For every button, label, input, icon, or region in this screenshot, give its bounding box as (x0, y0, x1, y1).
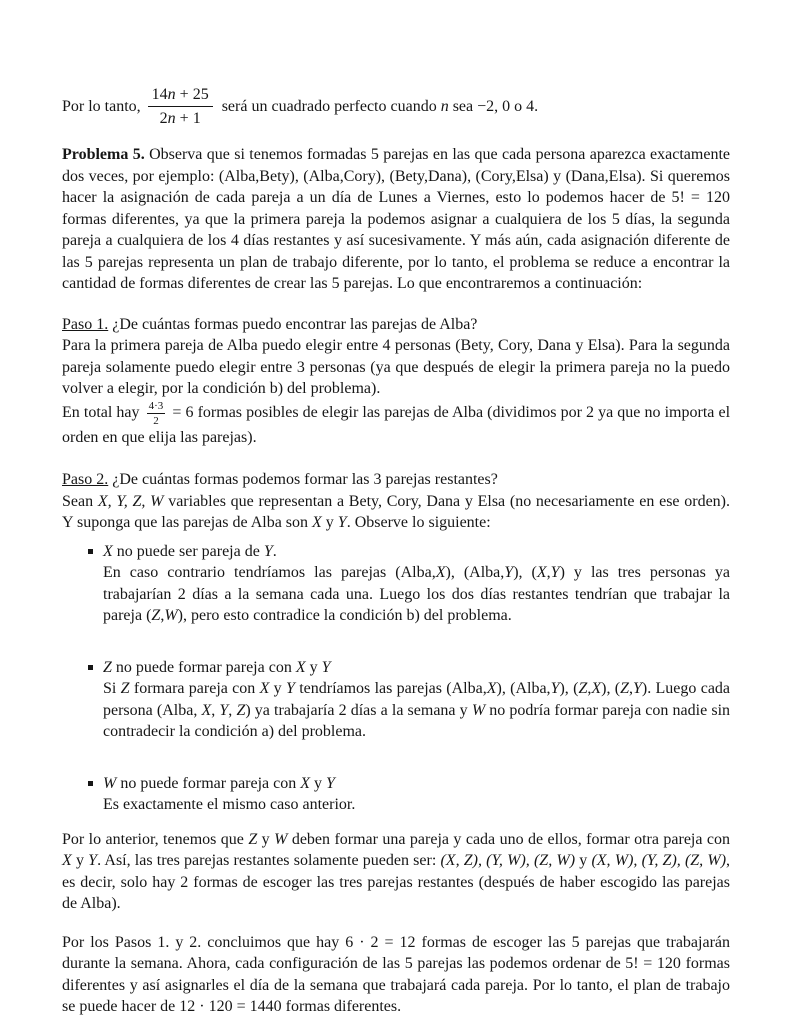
text-run: + 1 (175, 110, 201, 127)
square-bullet-icon (88, 781, 93, 786)
text-run: no puede formar pareja con (116, 774, 301, 792)
math-variable: X, Y, Z, W (97, 492, 164, 510)
text-run: . Observe lo siguiente: (346, 514, 491, 531)
underlined-label: Paso 1. (62, 315, 109, 333)
math-variable: X (435, 564, 446, 581)
fraction-denominator (148, 107, 213, 128)
text-run: ), ( (513, 564, 537, 581)
text-run: no podría formar pareja con nadie sin contradecir la condición a) del problema. (103, 701, 731, 740)
text-run: tendríamos las parejas (Alba, (294, 680, 487, 697)
square-bullet-icon (88, 665, 93, 670)
square-bullet-icon (88, 549, 93, 554)
math-variable: X (312, 514, 322, 531)
math-variable: X (486, 680, 497, 697)
text-run: variables que representan a Bety, Cory, Dana y Elsa (no necesariamente en ese orden). Y suponga que las parejas de Alba son (62, 492, 731, 531)
text-run: ). Luego cada persona (Alba, (103, 680, 731, 719)
text-run: + 25 (175, 86, 209, 103)
text-run: ) ya trabajaría 2 días a la semana y (245, 701, 472, 719)
math-variable: Y (633, 680, 642, 697)
math-variable: Z (103, 658, 112, 676)
bullet-item (103, 773, 730, 816)
bold-label: Problema 5. (62, 146, 145, 163)
text-run: y (575, 852, 592, 869)
text-run: ), ( (559, 680, 579, 697)
math-variable: Y (504, 564, 514, 581)
math-variable: X (300, 774, 311, 792)
text-run: = 6 formas posibles de elegir las parejas de Alba (dividimos por 2 ya que no importa el orden en que elija las parejas). (62, 403, 731, 446)
text-run: será un cuadrado perfecto cuando (217, 98, 441, 116)
math-variable: Z (120, 680, 130, 697)
text-run: Sean (62, 492, 98, 510)
bullet-item (103, 541, 730, 627)
math-variable: Z (248, 830, 258, 848)
text-run: sea −2, 0 o 4. (448, 98, 539, 116)
math-variable: Y (326, 774, 335, 792)
math-variable: Y (321, 658, 331, 676)
text-run: ), (Alba, (445, 564, 505, 581)
math-variable: Y (219, 701, 229, 719)
text-run: ) y las tres personas ya trabajarían 2 días a la semana cada una. Luego los dos días restantes tendrían que trabajar la pareja ( (103, 564, 730, 624)
math-variable: X (295, 658, 306, 676)
math-variable: Y (88, 852, 98, 869)
text-run: , (160, 607, 165, 624)
text-run: y (269, 680, 286, 697)
math-variable: n (167, 110, 176, 127)
paso-2-section (62, 469, 730, 534)
math-variable: (X, W), (Y, Z), (Z, W) (591, 852, 727, 869)
text-run: 14 (151, 86, 168, 103)
bullet-item (103, 657, 730, 743)
fraction-denominator (147, 414, 166, 427)
underlined-label: Paso 2. (62, 471, 109, 488)
text-run: 2 (153, 414, 159, 427)
paso-1-section (62, 314, 730, 449)
fraction-numerator (148, 85, 213, 107)
text-run: no puede ser pareja de (112, 542, 264, 560)
math-variable: W (274, 830, 288, 848)
text-run: , (629, 680, 633, 697)
text-run: , (546, 564, 551, 581)
text-run: 2 (159, 110, 168, 127)
math-variable: W (471, 701, 486, 719)
text-run: Por lo tanto, (62, 98, 145, 116)
fraction (147, 400, 166, 427)
text-run: , (211, 701, 220, 719)
text-run: , (587, 680, 592, 697)
text-run: y (305, 658, 322, 676)
math-variable: Y (337, 514, 347, 531)
text-run: ¿De cuántas formas podemos formar las 3 parejas restantes? (108, 471, 498, 488)
math-variable: Z (236, 701, 246, 719)
text-run: ), (Alba, (496, 680, 551, 697)
math-variable: Y (285, 680, 295, 697)
math-variable: X (259, 680, 270, 697)
math-variable: W (164, 607, 178, 624)
text-run: . (272, 542, 277, 560)
conclusion-paragraph (62, 932, 730, 1018)
math-variable: n (440, 98, 449, 116)
math-variable: W (103, 774, 117, 792)
text-run: . Así, las tres parejas restantes solamente pueden ser: (97, 852, 441, 869)
math-variable: Z (578, 680, 588, 697)
text-run: En caso contrario tendríamos las parejas (Alba, (103, 564, 436, 581)
text-run: y (310, 774, 327, 792)
math-variable: Y (263, 542, 273, 560)
text-run: ), pero esto contradice la condición b) del problema. (177, 607, 512, 624)
text-run: ¿De cuántas formas puedo encontrar las parejas de Alba? (108, 315, 478, 333)
math-variable: Z (151, 607, 161, 624)
problema-5-paragraph (62, 144, 730, 295)
math-variable: Y (550, 680, 560, 697)
text-run: y (321, 514, 338, 531)
text-run: Es exactamente el mismo caso anterior. (103, 796, 356, 813)
text-run: 4·3 (148, 399, 164, 412)
math-variable: Y (550, 564, 560, 581)
text-run: formara pareja con (129, 680, 260, 697)
text-run: Por lo anterior, tenemos que (62, 830, 249, 848)
math-variable: X (201, 701, 212, 719)
text-run: , es decir, solo hay 2 formas de escoger las tres parejas restantes (después de haber escogido las parejas de Alba). (62, 852, 731, 912)
por-lo-anterior-paragraph (62, 829, 730, 915)
math-variable: X (591, 680, 602, 697)
text-run: y (257, 830, 275, 848)
text-run: no puede formar pareja con (111, 658, 296, 676)
math-variable: X (103, 542, 113, 560)
text-run: Para la primera pareja de Alba puedo elegir entre 4 personas (Bety, Cory, Dana y Elsa). Para la segunda pareja solamente puedo elegir entre 3 personas (ya que después de elegir la primera pareja no la puedo volver a elegir, por la condición b) del problema). (62, 337, 730, 397)
math-variable: (X, Z), (Y, W), (Z, W) (440, 852, 576, 869)
fraction (148, 85, 213, 128)
text-run: Por los Pasos 1. y 2. concluimos que hay 6 · 2 = 12 formas de escoger las 5 parejas que trabajarán durante la semana. Ahora, cada configuración de las 5 parejas las podemos ordenar de 5! = 120 formas diferentes y así asignarles el día de la semana que trabajará cada pareja. Por lo tanto, el plan de trabajo se puede hacer de 12 · 120 = 1440 formas diferentes. (62, 933, 730, 1015)
math-variable: X (536, 564, 547, 581)
text-run: deben formar una pareja y cada uno de ellos, formar otra pareja con (287, 830, 730, 848)
math-variable: n (167, 86, 176, 103)
document-content (62, 84, 730, 1018)
observations-bullet-list (62, 541, 730, 816)
text-run: ), ( (601, 680, 621, 697)
text-run: Observa que si tenemos formadas 5 parejas en las que cada persona aparezca exactamente dos veces, por ejemplo: (Alba,Bety), (Alba,Cory), (Bety,Dana), (Cory,Elsa) y (Dana,Elsa). Si queremos hacer la asignación de cada pareja a un día de Lunes a Viernes, esto lo podemos hacer de 5! = 120 formas diferentes, ya que la primera pareja la podemos asignar a cualquiera de los 5 días, la segunda pareja a cualquiera de los 4 días restantes y así sucesivamente. Y más aún, cada asignación diferente de las 5 parejas representa un plan de trabajo diferente, por lo tanto, el problema se reduce a encontrar la cantidad de formas diferentes de crear las 5 parejas. Lo que encontraremos a continuación: (62, 146, 731, 292)
text-run: , (228, 701, 237, 719)
por-lo-tanto-line (62, 84, 730, 131)
text-run: En total hay (62, 403, 144, 421)
math-variable: Z (620, 680, 629, 697)
fraction-numerator (147, 400, 166, 414)
text-run: Si (103, 680, 121, 697)
math-variable: X (62, 852, 72, 869)
text-run: y (71, 852, 89, 869)
